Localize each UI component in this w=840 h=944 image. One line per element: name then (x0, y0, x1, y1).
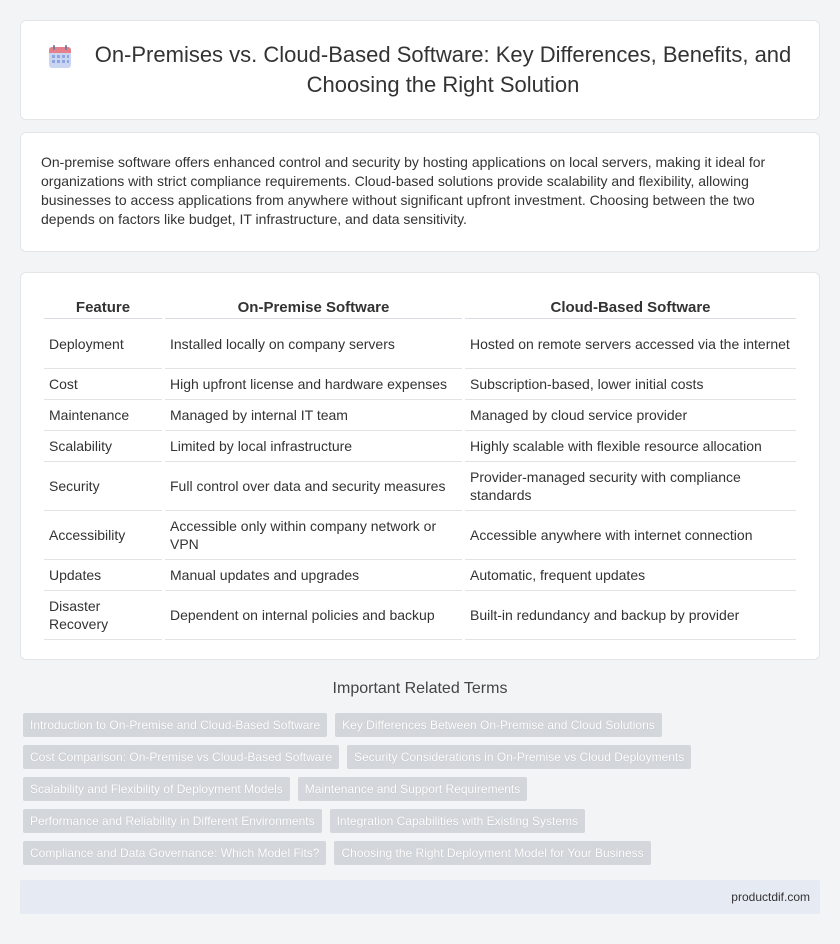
on-premise-cell: Managed by internal IT team (165, 400, 462, 431)
on-premise-cell: Dependent on internal policies and backup (165, 591, 462, 640)
feature-cell: Accessibility (44, 511, 162, 560)
related-term-tag[interactable]: Compliance and Data Governance: Which Model Fits? (23, 841, 326, 865)
related-term-tag[interactable]: Maintenance and Support Requirements (298, 777, 527, 801)
title-card (20, 20, 820, 120)
table-row (44, 511, 796, 560)
table-row (44, 560, 796, 591)
feature-cell: Cost (44, 369, 162, 400)
on-premise-cell: Accessible only within company network or VPN (165, 511, 462, 560)
table-row (44, 400, 796, 431)
table-row (44, 319, 796, 369)
intro-paragraph: On-premise software offers enhanced control and security by hosting applications on local servers, making it ideal for organizations with strict compliance requirements. Cloud-based solutions provide scalability and flexibility, allowing businesses to access applications from anywhere without significant upfront investment. Choosing between the two depends on factors like budget, IT infrastructure, and data sensitivity. (41, 154, 766, 227)
comparison-table-card (20, 272, 820, 660)
related-term-tag[interactable]: Cost Comparison: On-Premise vs Cloud-Based Software (23, 745, 339, 769)
table-header-row (44, 293, 796, 319)
related-term-tag[interactable]: Security Considerations in On-Premise vs Cloud Deployments (347, 745, 691, 769)
cloud-cell: Accessible anywhere with internet connection (465, 511, 796, 560)
header-on-premise: On-Premise Software (165, 293, 462, 319)
on-premise-cell: Installed locally on company servers (165, 319, 462, 369)
on-premise-cell: Limited by local infrastructure (165, 431, 462, 462)
related-terms-list (23, 713, 823, 873)
feature-cell: Deployment (44, 319, 162, 369)
feature-cell: Maintenance (44, 400, 162, 431)
page-title: On-Premises vs. Cloud-Based Software: Key Differences, Benefits, and Choosing the Right Solution (94, 42, 792, 97)
comparison-table (41, 293, 799, 640)
header-feature: Feature (44, 293, 162, 319)
cloud-cell: Provider-managed security with compliance standards (465, 462, 796, 511)
footer (20, 880, 820, 914)
related-term-tag[interactable]: Choosing the Right Deployment Model for Your Business (334, 841, 650, 865)
table-row (44, 369, 796, 400)
intro-card (20, 132, 820, 252)
cloud-cell: Highly scalable with flexible resource allocation (465, 431, 796, 462)
cloud-cell: Automatic, frequent updates (465, 560, 796, 591)
table-row (44, 462, 796, 511)
related-terms-heading: Important Related Terms (332, 680, 508, 697)
related-term-tag[interactable]: Scalability and Flexibility of Deployment Models (23, 777, 290, 801)
related-term-tag[interactable]: Performance and Reliability in Different Environments (23, 809, 322, 833)
header-cloud: Cloud-Based Software (465, 293, 796, 319)
table-row (44, 431, 796, 462)
calendar-grid-icon (47, 44, 73, 70)
feature-cell: Updates (44, 560, 162, 591)
feature-cell: Disaster Recovery (44, 591, 162, 640)
related-term-tag[interactable]: Integration Capabilities with Existing Systems (330, 809, 585, 833)
footer-site-link[interactable]: productdif.com (731, 890, 810, 904)
cloud-cell: Built-in redundancy and backup by provider (465, 591, 796, 640)
cloud-cell: Subscription-based, lower initial costs (465, 369, 796, 400)
related-term-tag[interactable]: Introduction to On-Premise and Cloud-Based Software (23, 713, 327, 737)
related-term-tag[interactable]: Key Differences Between On-Premise and Cloud Solutions (335, 713, 662, 737)
cloud-cell: Hosted on remote servers accessed via the internet (465, 319, 796, 369)
on-premise-cell: Manual updates and upgrades (165, 560, 462, 591)
on-premise-cell: High upfront license and hardware expenses (165, 369, 462, 400)
cloud-cell: Managed by cloud service provider (465, 400, 796, 431)
table-row (44, 591, 796, 640)
feature-cell: Scalability (44, 431, 162, 462)
feature-cell: Security (44, 462, 162, 511)
on-premise-cell: Full control over data and security measures (165, 462, 462, 511)
